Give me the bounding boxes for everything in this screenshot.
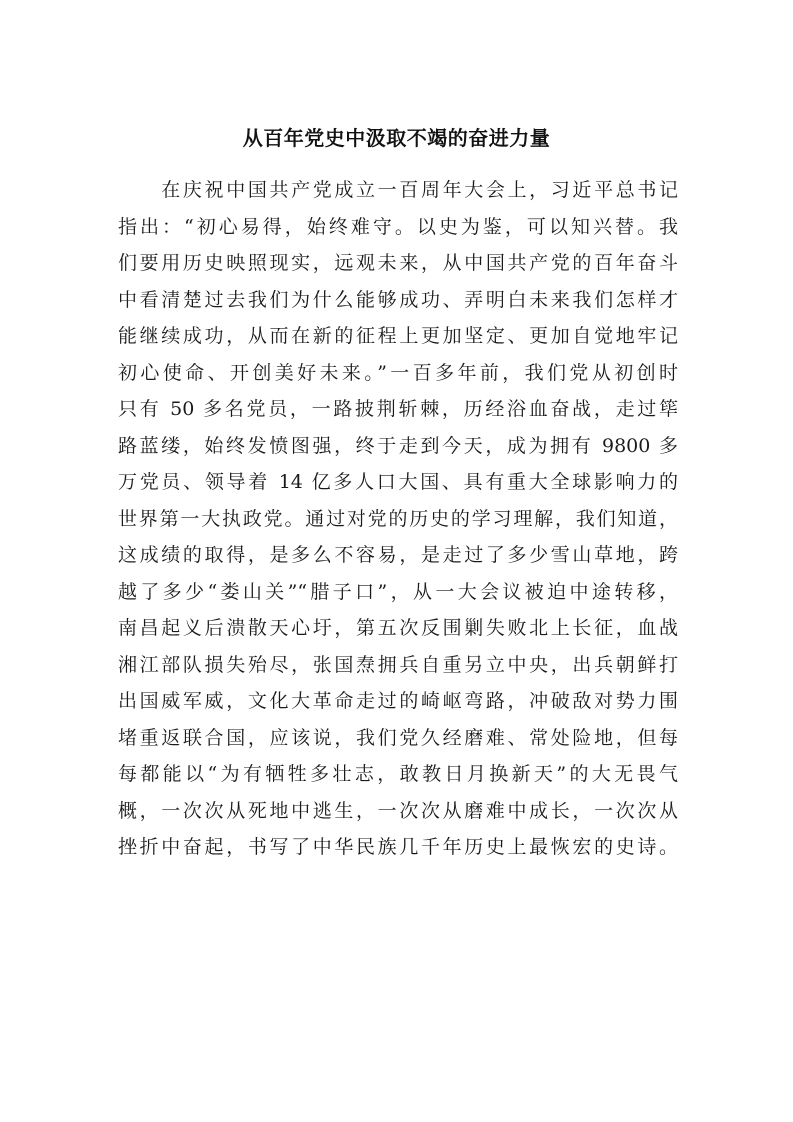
body-line: 能继续成功，从而在新的征程上更加坚定、更加自觉地牢记 [118,325,678,347]
body-line: 每都能以“为有牺牲多壮志，敢教日月换新天”的大无畏气 [118,763,678,785]
body-line: 堵重返联合国，应该说，我们党久经磨难、常处险地，但每 [118,726,678,749]
body-line: 在庆祝中国共产党成立一百周年大会上，习近平总书记 [118,179,678,201]
body-line: 南昌起义后溃散天心圩，第五次反围剿失败北上长征，血战 [118,617,678,639]
body-line: 指出：“初心易得，始终难守。以史为鉴，可以知兴替。我 [118,215,678,238]
body-line: 万党员、领导着 14 亿多人口大国、具有重大全球影响力的 [118,471,678,493]
body-line: 这成绩的取得，是多么不容易，是走过了多少雪山草地，跨 [118,544,678,566]
body-line: 出国威军威，文化大革命走过的崎岖弯路，冲破敌对势力围 [118,690,678,712]
body-line: 湘江部队损失殆尽，张国焘拥兵自重另立中央，出兵朝鲜打 [118,653,678,676]
document-body [118,172,678,866]
body-line: 们要用历史映照现实，远观未来，从中国共产党的百年奋斗 [118,252,678,274]
body-line: 只有 50 多名党员，一路披荆斩棘，历经浴血奋战，走过筚 [118,398,678,420]
document-title: 从百年党史中汲取不竭的奋进力量 [242,126,551,150]
body-line: 概，一次次从死地中逃生，一次次从磨难中成长，一次次从 [118,799,678,822]
body-line: 世界第一大执政党。通过对党的历史的学习理解，我们知道， [118,507,678,530]
body-line: 路蓝缕，始终发愤图强，终于走到今天，成为拥有 9800 多 [118,434,678,457]
body-line: 挫折中奋起，书写了中华民族几千年历史上最恢宏的史诗。 [118,836,678,858]
body-line: 越了多少“娄山关”“腊子口”，从一大会议被迫中途转移， [118,580,678,603]
body-line: 初心使命、开创美好未来。”一百多年前，我们党从初创时 [118,361,678,384]
body-line: 中看清楚过去我们为什么能够成功、弄明白未来我们怎样才 [118,288,678,311]
